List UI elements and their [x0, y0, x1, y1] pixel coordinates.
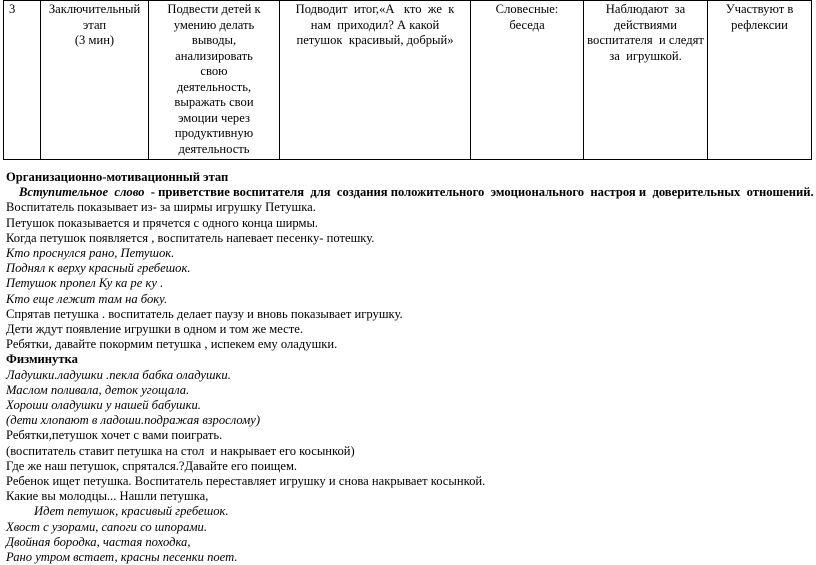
stage-name-cell: Заключительный этап (3 мин) [41, 1, 149, 160]
lesson-plan-table [3, 0, 812, 160]
paragraph: Где же наш петушок, спрятался.?Давайте его поищем. [6, 458, 298, 473]
paragraph: Ребятки,петушок хочет с вами поиграть. [6, 428, 223, 443]
poem-line: Кто проснулся рано, Петушок. [6, 246, 175, 261]
poem-line: Двойная бородка, частая походка, [6, 534, 191, 549]
poem-line: Маслом поливала, деток угощала. [6, 382, 190, 397]
paragraph: Дети ждут появление игрушки в одном и том же месте. [6, 322, 304, 337]
lesson-body-text [6, 170, 812, 565]
poem-line: Ладушки.ладушки .пекла бабка оладушки. [6, 367, 231, 382]
children-activity-cell: Наблюдают за действиями воспитателя и следят за игрушкой. [584, 1, 708, 160]
paragraph: Воспитатель показывает из- за ширмы игрушку Петушка. [6, 200, 316, 215]
paragraph: Когда петушок появляется , воспитатель напевает песенку- потешку. [6, 230, 375, 245]
paragraph: Петушок показывается и прячется с одного конца ширмы. [6, 215, 319, 230]
poem-line: Хороши оладушки у нашей бабушки. [6, 398, 201, 413]
paragraph: (воспитатель ставит петушка на стол и накрывает его косынкой) [6, 443, 355, 458]
subheading: Физминутка [6, 352, 78, 367]
paragraph: Какие вы молодцы... Нашли петушка, [6, 489, 209, 504]
intro-line: Вступительное слово - приветствие воспитателя для создания положительного эмоционального настроя и доверительных отношений. [19, 185, 814, 200]
result-cell: Участвуют в рефлексии [708, 1, 812, 160]
poem-line: Петушок пропел Ку ка ре ку . [6, 276, 164, 291]
stage-number-cell: 3 [4, 1, 41, 160]
poem-line: Рано утром встает, красны песенки поет. [6, 550, 238, 565]
teacher-activity-cell: Подводит итог,«А кто же к нам приходил? А какой петушок красивый, добрый» [280, 1, 471, 160]
methods-cell: Словесные: беседа [471, 1, 584, 160]
paragraph: Спрятав петушка . воспитатель делает паузу и вновь показывает игрушку. [6, 306, 403, 321]
paragraph: Ребятки, давайте покормим петушка , испекем ему оладушки. [6, 337, 338, 352]
table-row [4, 1, 812, 160]
tasks-cell: Подвести детей к умению делать выводы, анализировать свою деятельность, выражать свои эмоции через продуктивную деятельность [149, 1, 280, 160]
poem-line: (дети хлопают в ладоши.подражая взрослому) [6, 413, 261, 428]
poem-line: Кто еще лежит там на боку. [6, 291, 168, 306]
poem-line: Идет петушок, красивый гребешок. [34, 504, 229, 519]
poem-line: Поднял к верху красный гребешок. [6, 261, 191, 276]
paragraph: Ребенок ищет петушка. Воспитатель переставляет игрушку и снова накрывает косынкой. [6, 474, 486, 489]
section-heading: Организационно-мотивационный этап [6, 170, 229, 184]
poem-line: Хвост с узорами, сапоги со шпорами. [6, 519, 207, 534]
